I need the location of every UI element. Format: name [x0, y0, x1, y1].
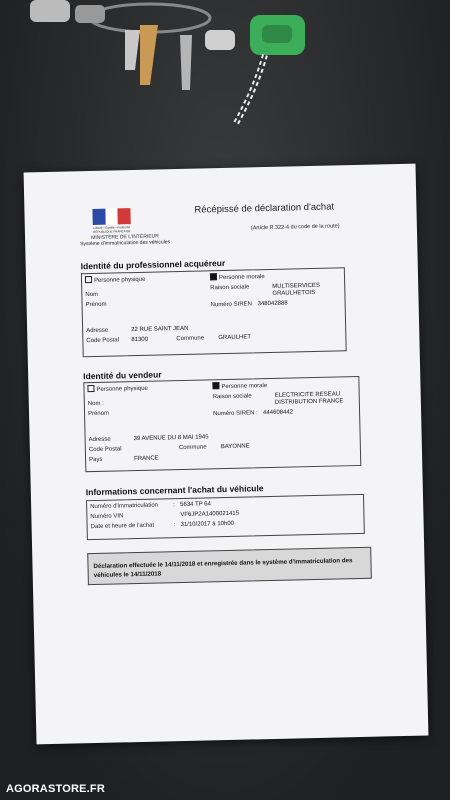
- vendeur-morale: Personne morale: [212, 381, 267, 390]
- acquereur-siren-value: 348042888: [257, 300, 288, 308]
- vendeur-physique: Personne physique: [87, 384, 148, 393]
- colon: :: [173, 522, 176, 529]
- document-title: Récépissé de déclaration d'achat: [194, 201, 335, 216]
- declaration-text: Déclaration effectuée le 14/11/2018 et enregistrée dans le système d'immatriculation des véhicules le 14/11/2018: [93, 557, 353, 580]
- checkbox-unchecked-icon: [85, 276, 92, 283]
- colon: :: [173, 502, 175, 509]
- acquereur-section-title: Identité du professionnel acquéreur: [80, 257, 226, 272]
- acquereur-morale: Personne morale: [210, 272, 265, 281]
- vendeur-commune-label: Commune: [178, 444, 207, 452]
- vendeur-raison-value-2: DISTRIBUTION FRANCE: [274, 398, 344, 406]
- checkbox-checked-icon: [212, 382, 219, 389]
- vendeur-section-title: Identité du vendeur: [83, 369, 162, 382]
- vendeur-nom-label: Nom :: [87, 400, 104, 408]
- system-name: Système d'immatriculation des véhicules: [80, 239, 171, 248]
- acquereur-commune-label: Commune: [176, 335, 205, 343]
- vehicule-vin-value: VF6JP2A1400021415: [180, 510, 240, 519]
- lanyard-cord: [235, 55, 265, 125]
- tricolor-flag-icon: [92, 208, 130, 225]
- vendeur-commune-value: BAYONNE: [220, 443, 250, 451]
- checkbox-checked-icon: [210, 273, 217, 280]
- logo-republique: RÉPUBLIQUE FRANÇAISE: [93, 229, 131, 234]
- acquereur-cp-value: 81300: [131, 336, 149, 344]
- vendeur-box: [83, 376, 361, 472]
- acquereur-box: [81, 267, 347, 357]
- vehicule-date-label: Date et heure de l'achat: [90, 522, 155, 531]
- acquereur-raison-value-1: MULTISERVICES: [272, 282, 321, 290]
- vendeur-siren-label: Numéro SIREN :: [213, 410, 258, 418]
- watermark: AGORASTORE.FR: [6, 783, 105, 795]
- vendeur-adresse-value: 39 AVENUE DU 8 MAI 1945: [133, 434, 209, 443]
- acquereur-adresse-value: 22 RUE SAINT JEAN: [131, 325, 189, 334]
- acquereur-commune-value: GRAULHET: [218, 334, 252, 342]
- acquereur-raison-value-2: GRAULHETOIS: [272, 289, 316, 297]
- declaration-box: [87, 547, 372, 585]
- acquereur-raison-label: Raison sociale: [210, 284, 250, 292]
- vendeur-adresse-label: Adresse: [88, 436, 111, 444]
- acquereur-physique: Personne physique: [85, 275, 146, 284]
- vendeur-raison-value-1: ELECTRICITE RESEAU: [274, 391, 341, 399]
- key-silver-1: [30, 0, 105, 23]
- acquereur-adresse-label: Adresse: [86, 327, 109, 335]
- vendeur-raison-label: Raison sociale: [212, 393, 252, 401]
- vendeur-pays-label: Pays: [89, 456, 103, 464]
- vehicule-immat-value: 5634 TP 64: [180, 501, 212, 509]
- acquereur-prenom-label: Prénom: [85, 301, 107, 309]
- vehicule-date-value: 31/10/2017 à 10h00: [180, 520, 235, 529]
- checkbox-unchecked-icon: [87, 385, 94, 392]
- keys-illustration: [0, 0, 330, 140]
- marianne-logo: [86, 208, 137, 234]
- document-sheet: [24, 164, 429, 745]
- key-brass: [140, 25, 158, 85]
- acquereur-nom-label: Nom: [85, 291, 99, 299]
- document-subtitle: (Article R.322-4 du code de la route): [250, 223, 340, 232]
- vehicule-box: [86, 494, 365, 540]
- acquereur-cp-label: Code Postal: [86, 337, 120, 345]
- vehicule-section-title: Informations concernant l'achat du véhicule: [85, 483, 264, 498]
- vehicule-vin-label: Numéro VIN: [90, 513, 124, 521]
- ministry-name: MINISTÈRE DE L'INTÉRIEUR: [91, 233, 159, 242]
- vendeur-siren-value: 444608442: [263, 409, 294, 417]
- vendeur-pays-value: FRANCE: [134, 455, 159, 463]
- logo-motto: Liberté • Égalité • Fraternité: [93, 225, 131, 230]
- vehicule-immat-label: Numéro d'immatriculation: [90, 502, 159, 511]
- vendeur-cp-label: Code Postal: [88, 446, 122, 454]
- acquereur-siren-label: Numéro SIREN: [210, 301, 253, 309]
- vendeur-prenom-label: Prénom: [87, 410, 110, 418]
- green-key-tag: [250, 15, 305, 55]
